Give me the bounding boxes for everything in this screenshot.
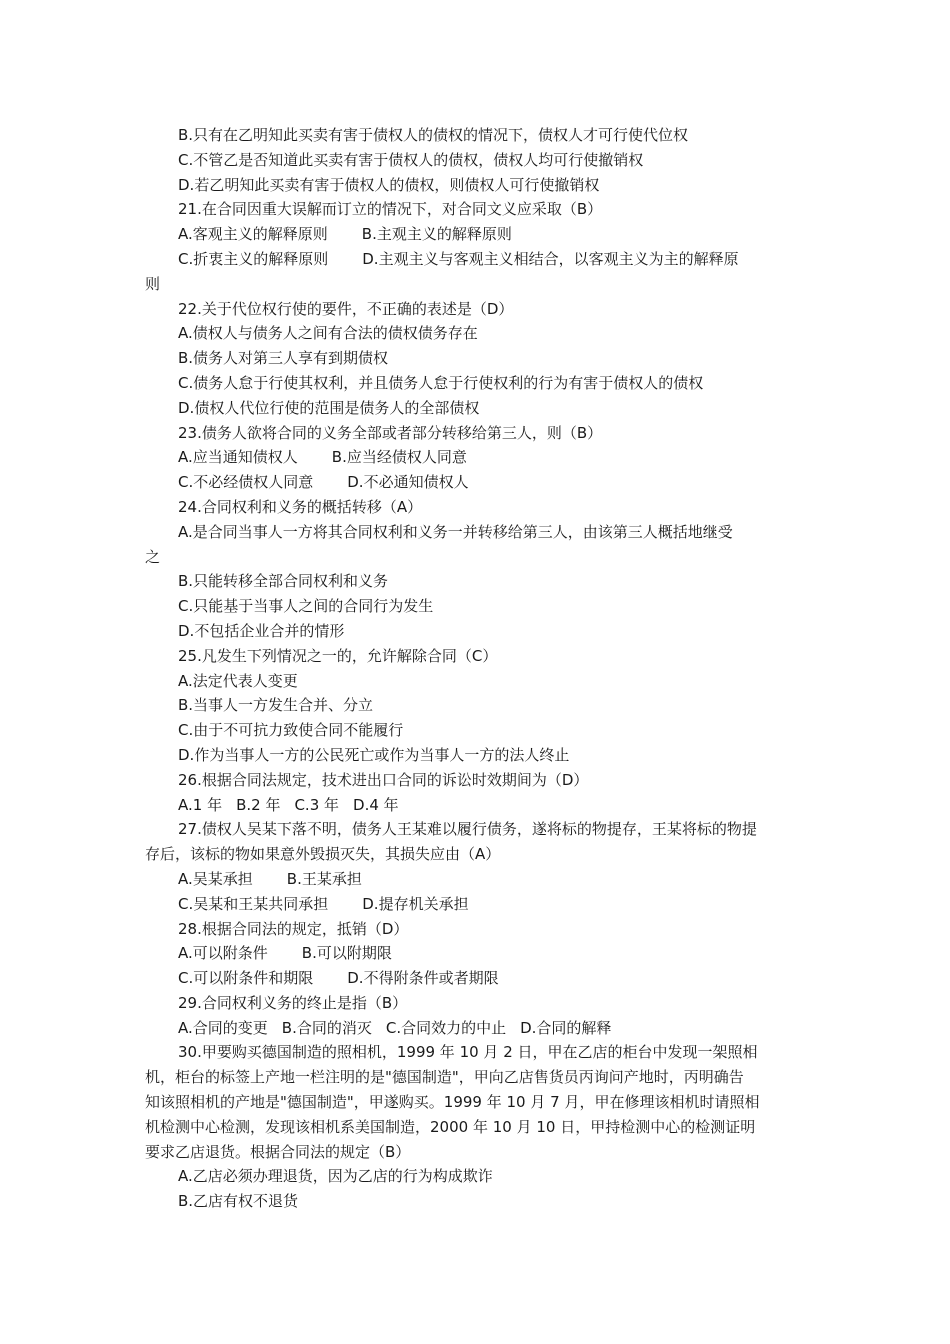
line-text: D.若乙明知此买卖有害于债权人的债权，则债权人可行使撤销权 (178, 175, 600, 194)
text-line (145, 371, 810, 396)
text-line (145, 966, 810, 991)
text-line (145, 123, 810, 148)
text-line (145, 297, 810, 322)
text-line (145, 569, 810, 594)
line-text: 机，柜台的标签上产地一栏注明的是"德国制造"，甲向乙店售货员丙询问产地时，丙明确告 (145, 1068, 744, 1087)
line-text: A.合同的变更 (178, 1018, 268, 1037)
option-text: B.2 年 (236, 795, 281, 814)
option-text: D.不得附条件或者期限 (347, 969, 499, 988)
text-line (145, 495, 810, 520)
text-line (145, 619, 810, 644)
text-line (145, 272, 810, 297)
text-line (145, 197, 810, 222)
text-line (145, 1090, 810, 1115)
text-line (145, 1164, 810, 1189)
text-line (145, 1016, 810, 1041)
text-line (145, 148, 810, 173)
line-text: B.只能转移全部合同权利和义务 (178, 572, 389, 591)
line-text: B.乙店有权不退货 (178, 1192, 299, 1211)
line-text: 25.凡发生下列情况之一的，允许解除合同（C） (178, 646, 498, 665)
option-text: B.应当经债权人同意 (331, 448, 467, 467)
line-text: C.可以附条件和期限 (178, 969, 314, 988)
line-text: C.不管乙是否知道此买卖有害于债权人的债权，债权人均可行使撤销权 (178, 150, 644, 169)
text-line (145, 892, 810, 917)
option-text: D.4 年 (353, 795, 399, 814)
line-text: 则 (145, 274, 161, 293)
line-text: B.当事人一方发生合并、分立 (178, 696, 374, 715)
line-text: A.乙店必须办理退货，因为乙店的行为构成欺诈 (178, 1167, 493, 1186)
text-line (145, 941, 810, 966)
line-text: 21.在合同因重大误解而订立的情况下，对合同文义应采取（B） (178, 200, 603, 219)
text-line (145, 669, 810, 694)
option-text: B.王某承担 (286, 869, 362, 888)
option-text: D.合同的解释 (520, 1018, 612, 1037)
text-line (145, 520, 810, 545)
text-line (145, 917, 810, 942)
option-text: B.主观主义的解释原则 (361, 225, 512, 244)
line-text: 29.合同权利义务的终止是指（B） (178, 993, 408, 1012)
line-text: D.债权人代位行使的范围是债务人的全部债权 (178, 398, 480, 417)
text-line (145, 1140, 810, 1165)
text-line (145, 991, 810, 1016)
line-text: A.可以附条件 (178, 944, 268, 963)
line-text: 之 (145, 547, 161, 566)
line-text: 知该照相机的产地是"德国制造"，甲遂购买。1999 年 10 月 7 月，甲在修理该相机时请照相 (145, 1093, 760, 1112)
text-line (145, 644, 810, 669)
line-text: 机检测中心检测，发现该相机系美国制造，2000 年 10 月 10 日，甲持检测中心的检测证明 (145, 1117, 756, 1136)
line-text: 28.根据合同法的规定，抵销（D） (178, 919, 409, 938)
text-line (145, 1040, 810, 1065)
line-text: 22.关于代位权行使的要件，不正确的表述是（D） (178, 299, 514, 318)
text-line (145, 842, 810, 867)
text-line (145, 1065, 810, 1090)
option-text: B.可以附期限 (301, 944, 392, 963)
line-text: A.客观主义的解释原则 (178, 225, 328, 244)
text-line (145, 768, 810, 793)
text-line (145, 396, 810, 421)
line-text: A.应当通知债权人 (178, 448, 298, 467)
option-text: C.合同效力的中止 (385, 1018, 507, 1037)
line-text: C.债务人怠于行使其权利，并且债务人怠于行使权利的行为有害于债权人的债权 (178, 373, 704, 392)
line-text: A.吴某承担 (178, 869, 253, 888)
line-text: 26.根据合同法规定，技术进出口合同的诉讼时效期间为（D） (178, 770, 589, 789)
option-text: D.主观主义与客观主义相结合，以客观主义为主的解释原 (362, 249, 739, 268)
text-line (145, 470, 810, 495)
line-text: B.只有在乙明知此买卖有害于债权人的债权的情况下，债权人才可行使代位权 (178, 126, 689, 144)
line-text: C.由于不可抗力致使合同不能履行 (178, 721, 404, 740)
line-text: 要求乙店退货。根据合同法的规定（B） (145, 1142, 411, 1161)
text-line (145, 222, 810, 247)
text-line (145, 445, 810, 470)
document-body (145, 123, 810, 1214)
option-text: D.不必通知债权人 (347, 473, 469, 492)
line-text: D.作为当事人一方的公民死亡或作为当事人一方的法人终止 (178, 745, 570, 764)
line-text: 27.债权人吴某下落不明，债务人王某难以履行债务，遂将标的物提存，王某将标的物提 (178, 820, 757, 839)
option-text: B.合同的消灭 (281, 1018, 372, 1037)
text-line (145, 743, 810, 768)
line-text: D.不包括企业合并的情形 (178, 621, 345, 640)
line-text: 存后，该标的物如果意外毁损灭失，其损失应由（A） (145, 845, 501, 864)
text-line (145, 173, 810, 198)
line-text: 30.甲要购买德国制造的照相机，1999 年 10 月 2 日，甲在乙店的柜台中发现一架照相 (178, 1043, 758, 1062)
line-text: A.是合同当事人一方将其合同权利和义务一并转移给第三人，由该第三人概括地继受 (178, 522, 733, 541)
line-text: C.只能基于当事人之间的合同行为发生 (178, 597, 434, 616)
line-text: C.吴某和王某共同承担 (178, 894, 329, 913)
text-line (145, 545, 810, 570)
text-line (145, 1115, 810, 1140)
text-line (145, 247, 810, 272)
text-line (145, 321, 810, 346)
line-text: A.1 年 (178, 795, 223, 814)
text-line (145, 718, 810, 743)
line-text: 24.合同权利和义务的概括转移（A） (178, 497, 423, 516)
line-text: B.债务人对第三人享有到期债权 (178, 349, 389, 368)
text-line (145, 421, 810, 446)
line-text: C.折衷主义的解释原则 (178, 249, 329, 268)
text-line (145, 1189, 810, 1214)
text-line (145, 793, 810, 818)
text-line (145, 867, 810, 892)
option-text: D.提存机关承担 (362, 894, 469, 913)
text-line (145, 693, 810, 718)
text-line (145, 346, 810, 371)
line-text: 23.债务人欲将合同的义务全部或者部分转移给第三人，则（B） (178, 423, 603, 442)
line-text: A.法定代表人变更 (178, 671, 298, 690)
text-line (145, 817, 810, 842)
option-text: C.3 年 (294, 795, 340, 814)
line-text: C.不必经债权人同意 (178, 473, 314, 492)
text-line (145, 594, 810, 619)
line-text: A.债权人与债务人之间有合法的债权债务存在 (178, 324, 478, 343)
